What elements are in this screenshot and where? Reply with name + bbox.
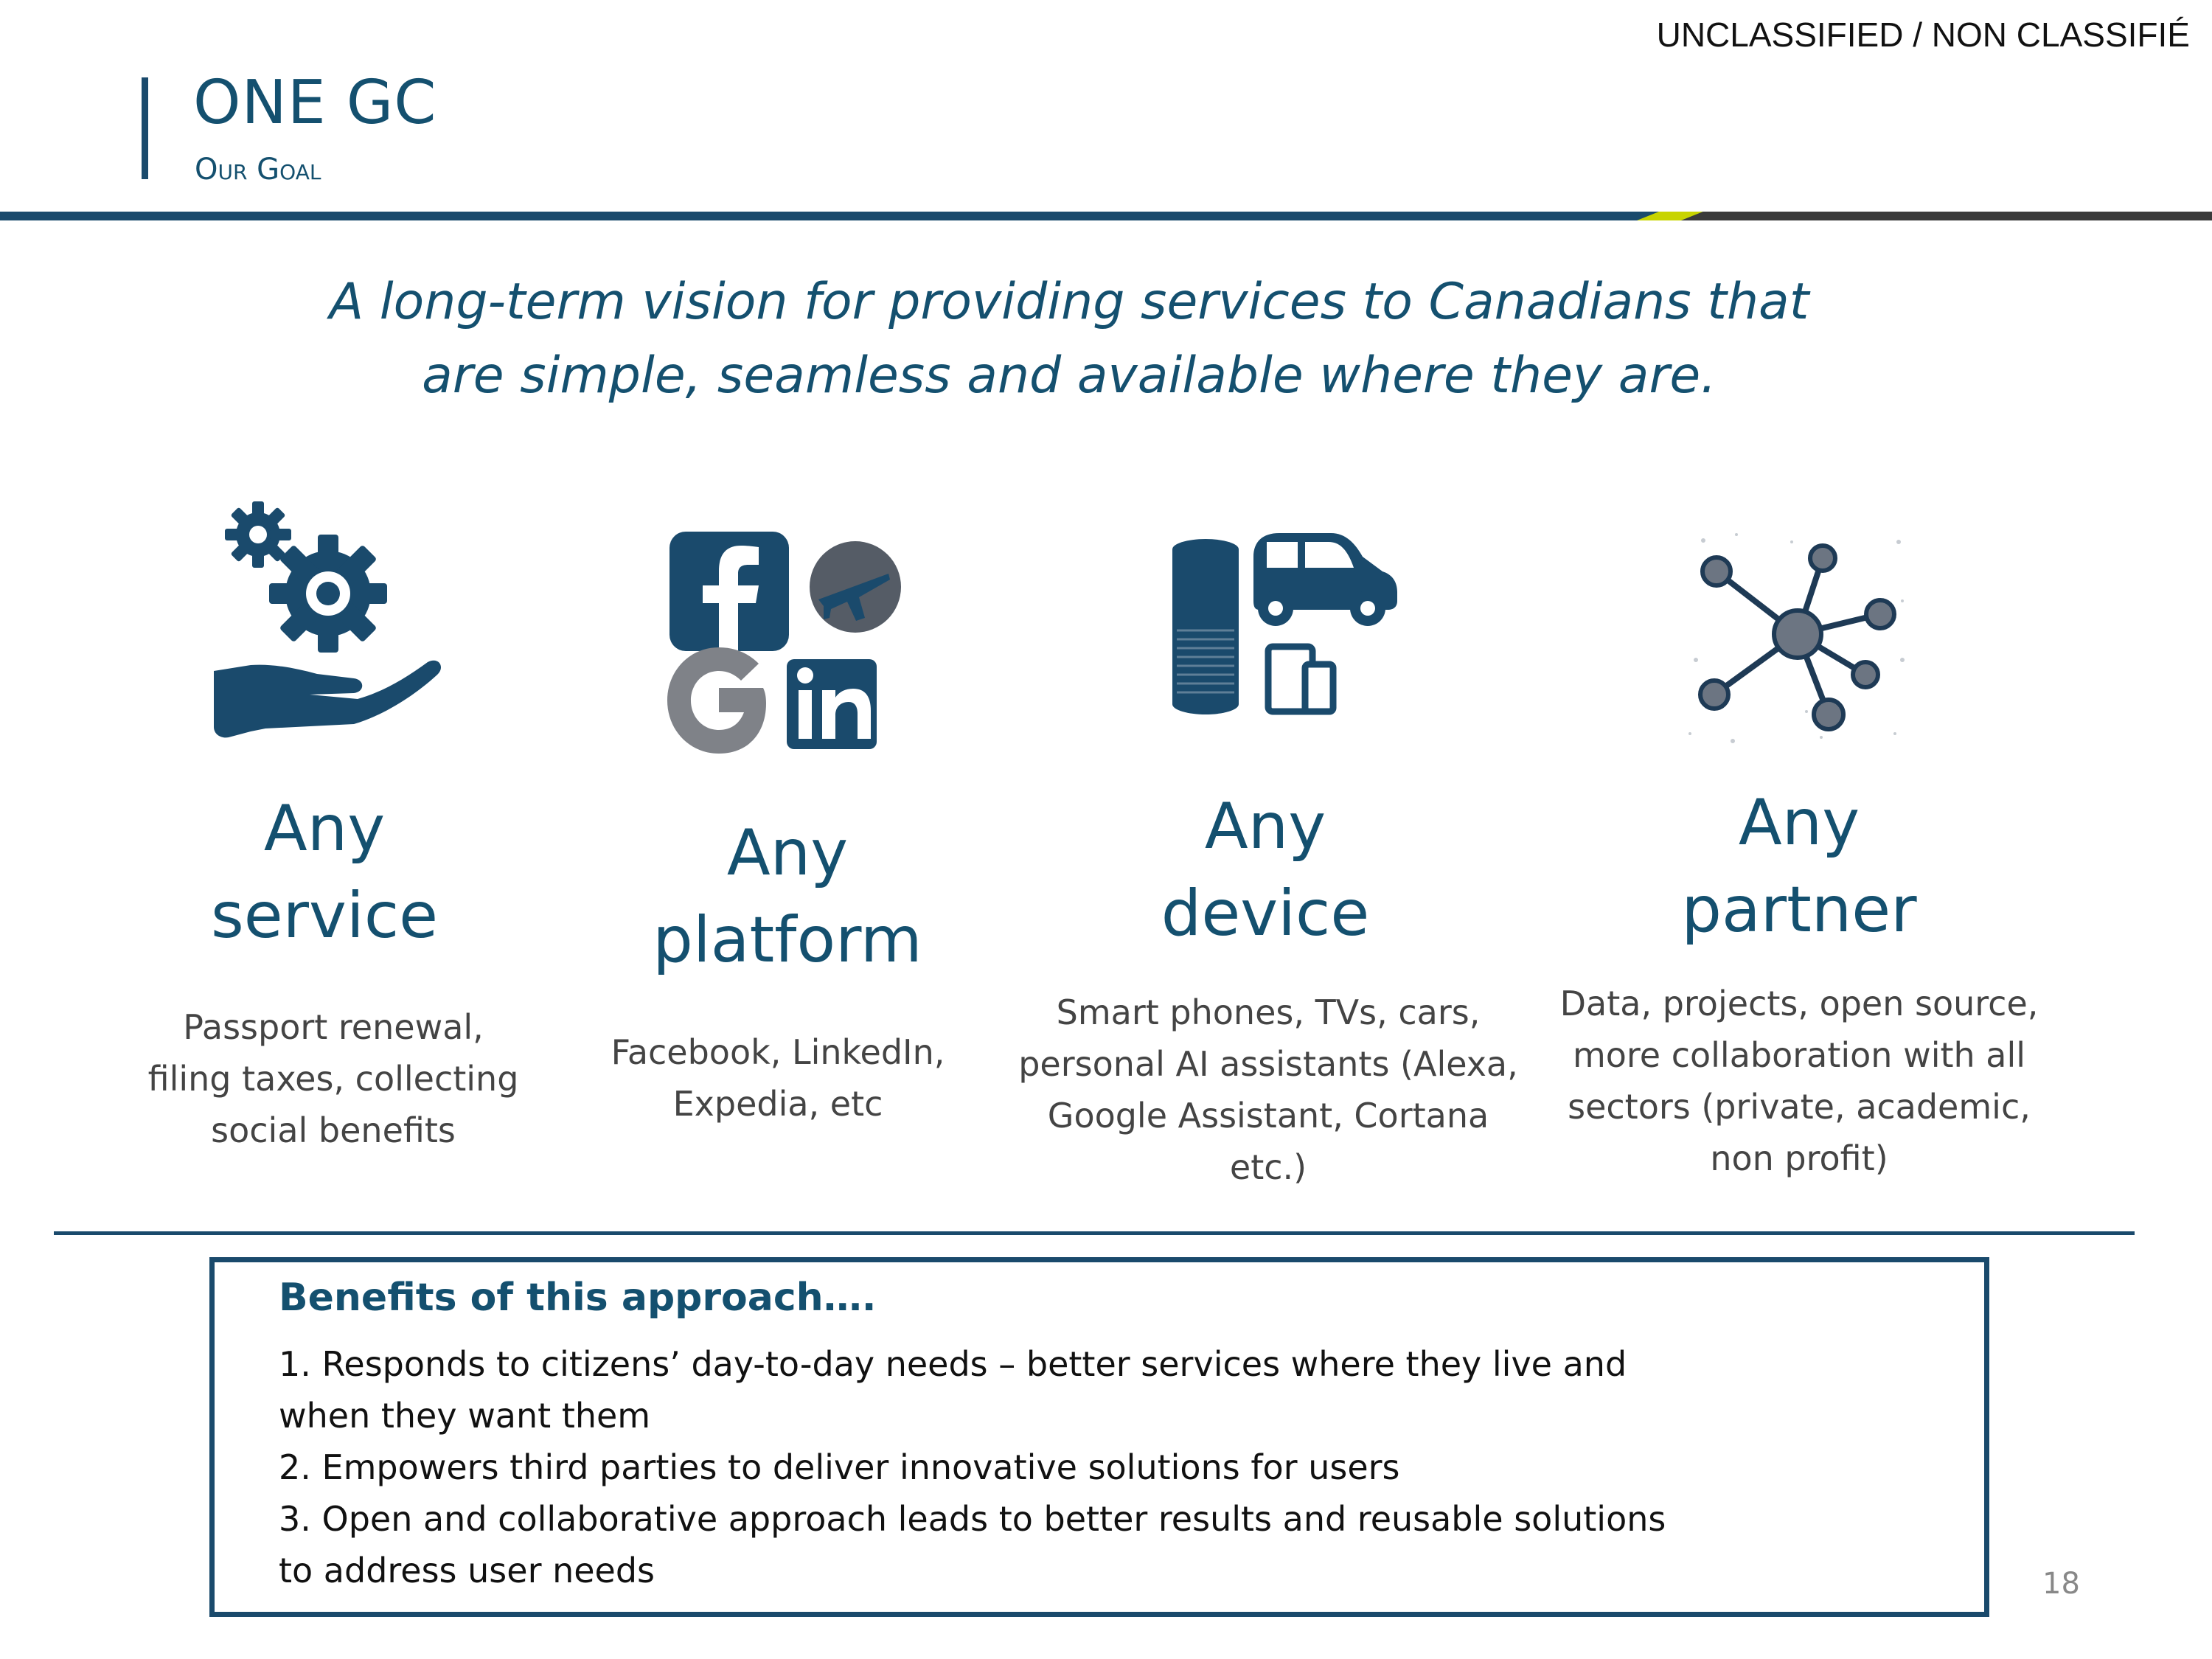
classification-label: UNCLASSIFIED / NON CLASSIFIÉ — [1656, 15, 2190, 54]
page-subtitle: Our Goal — [195, 153, 321, 187]
col-title-platform — [581, 810, 994, 984]
page-number: 18 — [2042, 1567, 2080, 1601]
desc-line: Passport renewal, — [183, 1007, 484, 1047]
desc-line: more collaboration with all — [1572, 1035, 2026, 1075]
col-title-service — [118, 785, 531, 959]
desc-line: Smart phones, TVs, cars, — [1056, 992, 1481, 1032]
col-title-line: partner — [1681, 873, 1917, 947]
col-title-device — [1059, 783, 1472, 957]
desc-line: Facebook, LinkedIn, — [611, 1032, 945, 1072]
desc-line: etc.) — [1229, 1147, 1307, 1187]
tablet-phone-icon — [1268, 647, 1333, 712]
gears-in-hand-icon — [206, 494, 442, 745]
desc-line: sectors (private, academic, — [1568, 1087, 2031, 1127]
col-title-line: Any — [263, 792, 386, 866]
car-icon — [1253, 533, 1397, 626]
desc-line: Data, projects, open source, — [1559, 984, 2039, 1023]
devices-icon — [1172, 527, 1401, 719]
desc-line: Google Assistant, Cortana — [1047, 1096, 1489, 1135]
col-title-line: platform — [653, 903, 922, 977]
benefit-line: 2. Empowers third parties to deliver innovative solutions for users — [279, 1447, 1400, 1487]
col-title-line: service — [210, 879, 439, 953]
vision-line-2: are simple, seamless and available where they are. — [422, 347, 1717, 405]
smart-speaker-icon — [1172, 539, 1239, 714]
desc-line: non profit) — [1710, 1138, 1888, 1178]
page-title: ONE GC — [193, 68, 437, 138]
col-desc-device — [1003, 987, 1534, 1193]
benefit-line: 1. Responds to citizens’ day-to-day needs – better services where they live and — [279, 1344, 1627, 1384]
col-title-partner — [1593, 779, 2006, 953]
title-accent-bar — [142, 77, 148, 179]
benefit-item-3 — [279, 1493, 1753, 1596]
benefit-line: to address user needs — [279, 1551, 655, 1590]
section-divider — [54, 1231, 2135, 1235]
col-desc-partner — [1534, 978, 2065, 1184]
network-icon — [1681, 527, 1910, 748]
col-title-line: device — [1161, 877, 1370, 950]
benefits-title: Benefits of this approach…. — [279, 1276, 877, 1320]
benefit-item-2 — [279, 1441, 1753, 1493]
desc-line: personal AI assistants (Alexa, — [1018, 1044, 1518, 1084]
col-title-line: Any — [1738, 786, 1860, 860]
vision-line-1: A long-term vision for providing services to Canadians that — [329, 273, 1809, 331]
social-platforms-icon — [667, 529, 903, 754]
desc-line: Expedia, etc — [672, 1084, 883, 1124]
desc-line: social benefits — [211, 1110, 456, 1150]
col-desc-platform — [512, 1026, 1043, 1130]
header-divider — [0, 212, 2212, 220]
desc-line: filing taxes, collecting — [147, 1059, 519, 1099]
benefit-line: when they want them — [279, 1396, 651, 1436]
google-icon — [667, 647, 766, 754]
benefit-item-1 — [279, 1338, 1753, 1441]
col-title-line: Any — [726, 816, 849, 890]
vision-statement — [221, 265, 1917, 413]
benefit-line: 3. Open and collaborative approach leads to better results and reusable solutions — [279, 1499, 1666, 1539]
col-title-line: Any — [1204, 790, 1326, 863]
